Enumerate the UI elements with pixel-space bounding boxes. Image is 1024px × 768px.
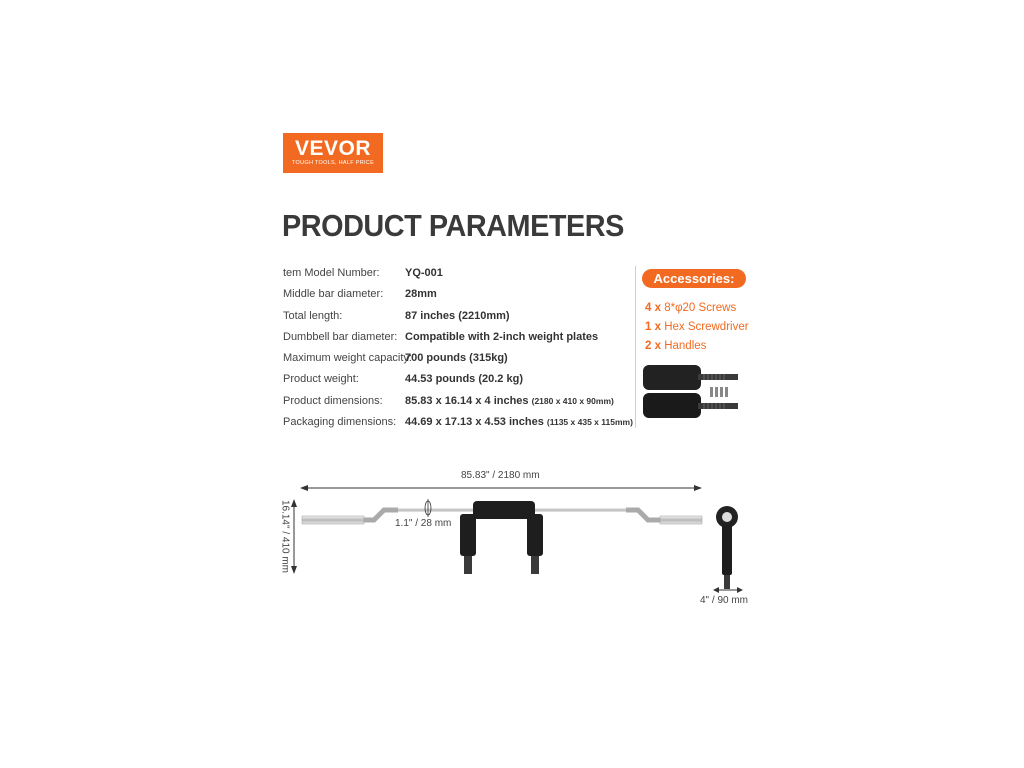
param-label: Product weight:: [283, 373, 359, 386]
param-label: Product dimensions:: [283, 394, 383, 407]
accessory-item: 1 x Hex Screwdriver: [645, 321, 749, 333]
param-row: [283, 413, 633, 434]
depth-label: 4" / 90 mm: [700, 595, 749, 606]
logo-wordmark: VEVOR: [294, 137, 372, 160]
logo-tagline: TOUGH TOOLS, HALF PRICE: [291, 160, 375, 166]
accessories-list: [645, 302, 749, 359]
param-value: 44.69 x 17.13 x 4.53 inches (1135 x 435 x 115mm): [405, 416, 633, 429]
param-label: tem Model Number:: [283, 267, 380, 279]
param-row: [283, 349, 633, 370]
param-row: [283, 264, 633, 285]
bar-diagram: [270, 470, 720, 580]
length-label: 85.83" / 2180 mm: [461, 470, 540, 481]
parameters-table: [283, 264, 633, 434]
param-label: Dumbbell bar diameter:: [283, 330, 398, 343]
param-value: 85.83 x 16.14 x 4 inches (2180 x 410 x 90mm): [405, 394, 614, 407]
param-label: Packaging dimensions:: [283, 416, 397, 429]
side-view-diagram: [700, 495, 760, 600]
param-value: 87 inches (2210mm): [405, 309, 510, 322]
accessories-heading: Accessories:: [642, 269, 746, 288]
param-row: [283, 307, 633, 328]
bar-diameter-label: 1.1" / 28 mm: [395, 518, 452, 529]
param-label: Maximum weight capacity:: [283, 352, 412, 365]
param-label: Middle bar diameter:: [283, 288, 384, 301]
page-title: PRODUCT PARAMETERS: [282, 208, 624, 243]
param-row: [283, 392, 633, 413]
accessory-item: 2 x Handles: [645, 340, 707, 352]
param-value: 700 pounds (315kg): [405, 352, 508, 365]
divider: [635, 266, 636, 428]
param-row: [283, 370, 633, 391]
param-value: YQ-001: [405, 267, 443, 279]
param-value: 44.53 pounds (20.2 kg): [405, 373, 523, 386]
handles-illustration: [640, 362, 745, 424]
param-value: Compatible with 2-inch weight plates: [405, 330, 599, 343]
param-row: [283, 328, 633, 349]
height-label: 16.14" / 410 mm: [279, 499, 291, 574]
param-row: [283, 285, 633, 306]
param-value: 28mm: [405, 288, 437, 301]
param-label: Total length:: [283, 309, 343, 322]
vevor-logo: [283, 133, 383, 173]
accessory-item: 4 x 8*φ20 Screws: [645, 302, 737, 314]
